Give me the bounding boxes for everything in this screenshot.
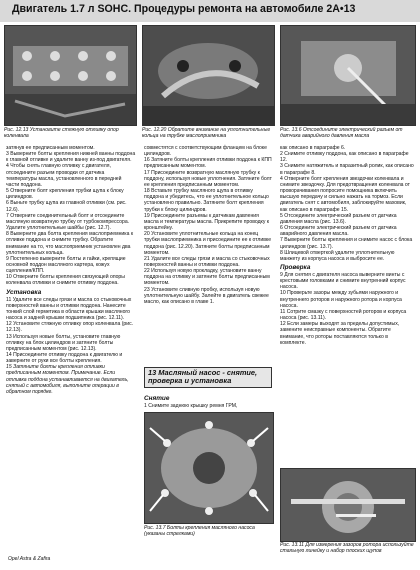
paragraph: 7 Отверните соединительный болт и отсоедините масляную возвратную трубку от турбокомпрессора. Удалите уплотнительные шайбы (рис. 12.7). [6,212,130,232]
paragraph: 12 Если замеры выходят за пределы допустимых, замените неисправные компоненты. Обратите внимание, что роторы поставляются только в комплекте. [280,321,400,346]
paragraph: 11 Удалите все следы грязи и масла со стыковочных поверхностей ванны и отливки поддона. Нанесите тонкий слой герметика в области крышки масляного насоса и задней крышки подшипника (рис. 12.11). [6,296,132,322]
paragraph: 20 Установите уплотнительные кольца на конец трубки маслоприемника и присоедините ее к отливке поддона (рис. 12.20). Затяните болты предписанным моментом. [144,231,272,256]
paragraph: 1 Снимите заднюю крышку ремня ГРМ, [144,403,238,409]
paragraph: 9 Постепенно выверните болты и гайки, крепящие основной поддон масляного картера, кожух сцепления/КПП. [6,255,126,275]
paragraph: 22 Используя новую прокладку, установите ванну поддона на отливку и затяните болты предписанным моментом. [144,268,270,287]
paragraph: 7 Выверните болты крепления и снимите насос с блока цилиндров (рис. 13.7). [280,237,413,250]
rotor-clearance-illustration [281,469,415,541]
figure-caption-2: Рис. 12.20 Обратите внимание на уплотнительные кольца на трубке маслоприемника [142,127,271,140]
engine-bearing-cap-illustration [5,26,136,125]
paragraph: 10 Отверните болты крепления связующей опоры коленвала отливки и снимите отливку поддона. [6,274,125,287]
paragraph: 18 Вставьте трубку масляного щупа в отливку поддона и убедитесь, что ее уплотнительное кольцо установлено правильно. Затяните болт крепления трубки к блоку цилиндров. [144,188,269,213]
paragraph: 10 Проверьте зазоры между зубьями наружного и внутреннего роторов и наружного ротора и корпуса насоса. [280,290,402,309]
figure-caption-4: Рис. 13.7 Болты крепления масляного насоса (указаны стрелками) [144,525,255,538]
text-column-2 [144,145,272,305]
figure-caption-5: Рис. 13.11 Для измерения зазоров ротора используйте стальную линейку и набор плоских щупов [280,542,414,555]
paragraph: 16 Затяните болты крепления отливки поддона к КПП предписанным моментом. [144,157,272,170]
paragraph: 15 Затяните болты крепления отливки предписанным моментом. Примечание. Если отливка поддона устанавливается на двигатель, снятый с автомобиля, выполните операции в обратном порядке. [6,364,129,395]
paragraph: 19 Присоедините разъемы к датчикам давления масла и температуры масла. Прикрепите проводку к кронштейну. [144,212,270,232]
text-column-2b [144,393,272,409]
subheading-removal: Снятие [144,395,170,402]
subheading-installation: Установка [6,288,42,296]
section-title: 13 Масляный насос - снятие, проверка и установка [148,368,258,386]
paragraph: 6 Отсоедините электрический разъем от датчика аварийного давления масла. [280,225,397,238]
paragraph: 21 Удалите все следы грязи и масла со стыковочных поверхностей ванны и отливки поддона. [144,255,270,268]
paragraph: 14 Присоедините отливку поддона к двигателю и заверните от руки все болты крепления. [6,352,123,365]
paragraph: 13 Используя новые болты, установите главную отливку на блок цилиндров и затяните болты предписанным моментом (рис. 12.13). [6,333,121,352]
paragraph: затянув ее предписанным моментом. [6,145,95,151]
paragraph: 17 Присоедините возвратную масляную трубку к поддону, используя новые уплотнения. Затяните болт ее крепления предписанным моментом. [144,169,272,188]
engine-photo-5 [280,468,416,542]
paragraph: 9 Для снятия с двигателя насоса выверните винты с крестовыми головками и снимите внутренний корпус насоса. [280,271,406,291]
figure-caption-3: Рис. 13.6 Отсоедините электрический разъем от датчика аварийного давления масла [280,127,403,140]
text-column-3 [280,145,414,346]
engine-photo-1 [4,25,137,126]
section-13-header [144,367,272,388]
paragraph: 11 Сотрите смазку с поверхностей роторов и корпуса насоса (рис. 13.11). [280,308,407,322]
oil-pickup-illustration [143,26,274,125]
page-title: Двигатель 1.7 л SOHC. Процедуры ремонта на автомобиле 2А•13 [12,3,356,15]
text-column-1 [6,145,136,395]
paragraph: 8 Шлицевой отверткой удалите уплотнительную манжету из корпуса насоса и выбросите ее. [280,249,395,262]
figure-caption-1: Рис. 12.13 Установите стяжную отливку опор коленвала [4,127,119,140]
engine-photo-4 [144,412,274,524]
paragraph: совместятся с соответствующим фланцем на блоке цилиндров. [144,145,267,158]
page-header [0,0,420,22]
paragraph: 5 Отверните болт крепления трубки щупа к блоку цилиндров. [6,188,124,201]
engine-photo-2 [142,25,275,126]
paragraph: 3 Выверните болты крепления нижней ванны поддона к главной отливке и удалите ванну из-под двигателя. [6,151,136,164]
paragraph: как описано в параграфе 6. [280,145,346,151]
paragraph: 12 Установите стяжную отливку опор коленвала (рис. 12.13). [6,321,134,334]
paragraph: 4 Отверните болт крепления звездочки коленвала и снимите звездочку. Для предотвращения коленвала от проворачивания попросите помощника включить высшую передачу и сильно нажать на тормоз. Если двигатель снят с автомобиля, заблокируйте маховик, как описано в параграфе 15. [280,175,410,213]
paragraph: 4 Чтобы снять главную отливку с двигателя, отсоедините разъем проводки от датчика температуры масла, установленного в передней части поддона. [6,163,122,188]
paragraph: 3 Снимите натяжитель и паразитный ролик, как описано в параграфе 8. [280,163,414,176]
paragraph: 2 Снимите отливку поддона, как описано в параграфе 12. [280,151,409,164]
paragraph: 8 Выверните два болта крепления маслоприемника к отливке поддона и снимите трубку. Обратите внимание на то, что маслоприемник установлен два уплотнительных кольца. [6,231,134,256]
paragraph: 23 Установите сливную пробку, используя новую уплотнительную шайбу. Залейте в двигатель свежее масло, как описано в главе 1. [144,286,269,305]
paragraph: 5 Отсоедините электрический разъем от датчика давления масла (рис. 13.6). [280,212,397,225]
oil-pressure-sensor-illustration [281,26,415,125]
oil-pump-bolts-illustration [145,413,273,523]
paragraph: 6 Выньте трубку щупа из главной отливки (см. рис. 12.6). [6,200,127,213]
engine-photo-3 [280,25,416,126]
subheading-inspection: Проверка [280,263,311,271]
page-footer: Opel Astra & Zafira [8,556,51,562]
